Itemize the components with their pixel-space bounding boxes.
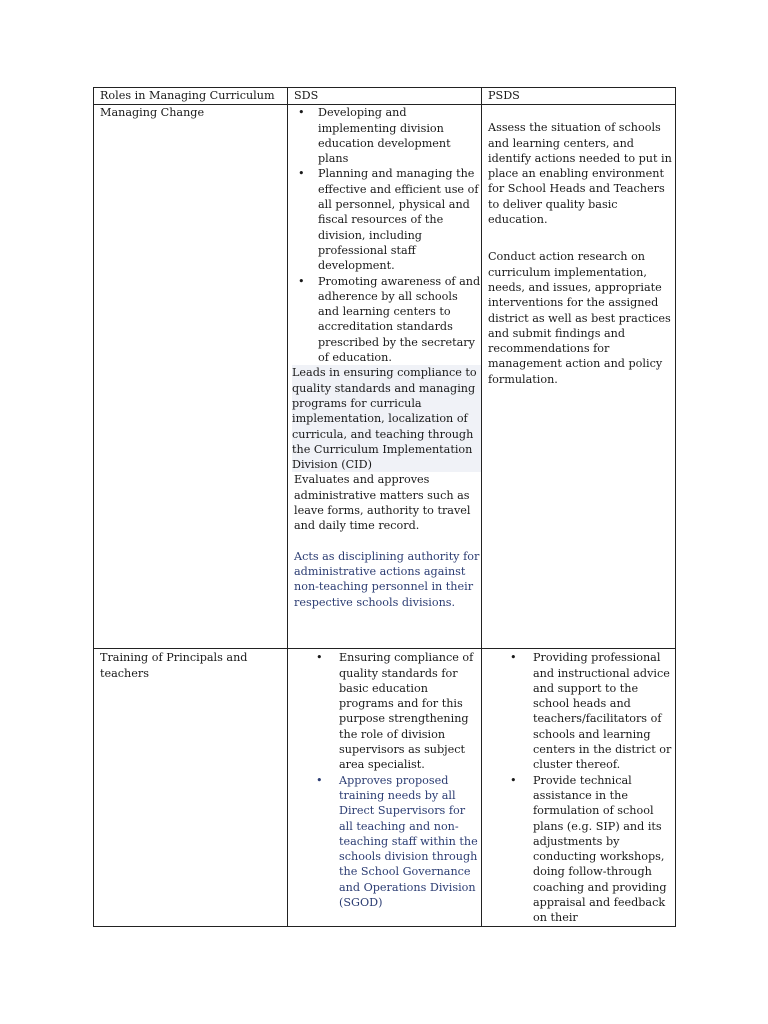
sds-bullet-list <box>294 650 481 910</box>
psds-paragraph: Conduct action research on curriculum implementation, needs, and issues, appropriate interventions for the assigned district as well as best practices and submit findings and recommendations for management action and policy formulation. <box>488 250 671 386</box>
sds-paragraph: Leads in ensuring compliance to quality standards and managing programs for curricula implementation, localization of curricula, and teaching through the Curriculum Implementation Division (CID) <box>292 365 481 472</box>
list-item: • Ensuring compliance of quality standards for basic education programs and for this purpose strengthening the role of division supervisors as subject area specialist. <box>294 650 481 772</box>
sds-cell <box>288 649 482 926</box>
header-sds: SDS <box>288 88 482 105</box>
sds-cell <box>288 105 482 649</box>
header-psds: PSDS <box>482 88 676 105</box>
psds-cell <box>482 105 676 649</box>
header-roles: Roles in Managing Curriculum <box>94 88 288 105</box>
role-cell: Managing Change <box>94 105 288 649</box>
sds-paragraph: Acts as disciplining authority for administrative actions against non-teaching personnel in their respective schools divisions. <box>294 549 480 609</box>
list-item: • Providing professional and instructional advice and support to the school heads and teachers/facilitators of schools and learning centers in the district or cluster thereof. <box>488 650 675 772</box>
table-row <box>94 105 676 649</box>
role-cell: Training of Principals and teachers <box>94 649 288 926</box>
list-item: • Promoting awareness of and adherence by all schools and learning centers to accreditation standards prescribed by the secretary of education. <box>294 274 481 366</box>
list-item: • Approves proposed training needs by all Direct Supervisors for all teaching and non-teaching staff within the schools division through the School Governance and Operations Division (SGOD) <box>294 773 481 911</box>
list-item: • Planning and managing the effective and efficient use of all personnel, physical and fiscal resources of the division, including professional staff development. <box>294 166 481 273</box>
list-item: • Provide technical assistance in the formulation of school plans (e.g. SIP) and its adjustments by conducting workshops, doing follow-through coaching and providing appraisal and feedback on their <box>488 773 675 926</box>
psds-bullet-list <box>488 650 675 925</box>
psds-paragraph: Assess the situation of schools and learning centers, and identify actions needed to put in place an enabling environment for School Heads and Teachers to deliver quality basic education. <box>488 121 672 227</box>
sds-paragraph: Evaluates and approves administrative matters such as leave forms, authority to travel and daily time record. <box>294 473 471 533</box>
table-row <box>94 649 676 926</box>
table-header-row <box>94 88 676 105</box>
sds-bullet-list <box>294 105 481 365</box>
psds-cell <box>482 649 676 926</box>
curriculum-roles-table <box>93 87 676 927</box>
list-item: • Developing and implementing division education development plans <box>294 105 481 166</box>
